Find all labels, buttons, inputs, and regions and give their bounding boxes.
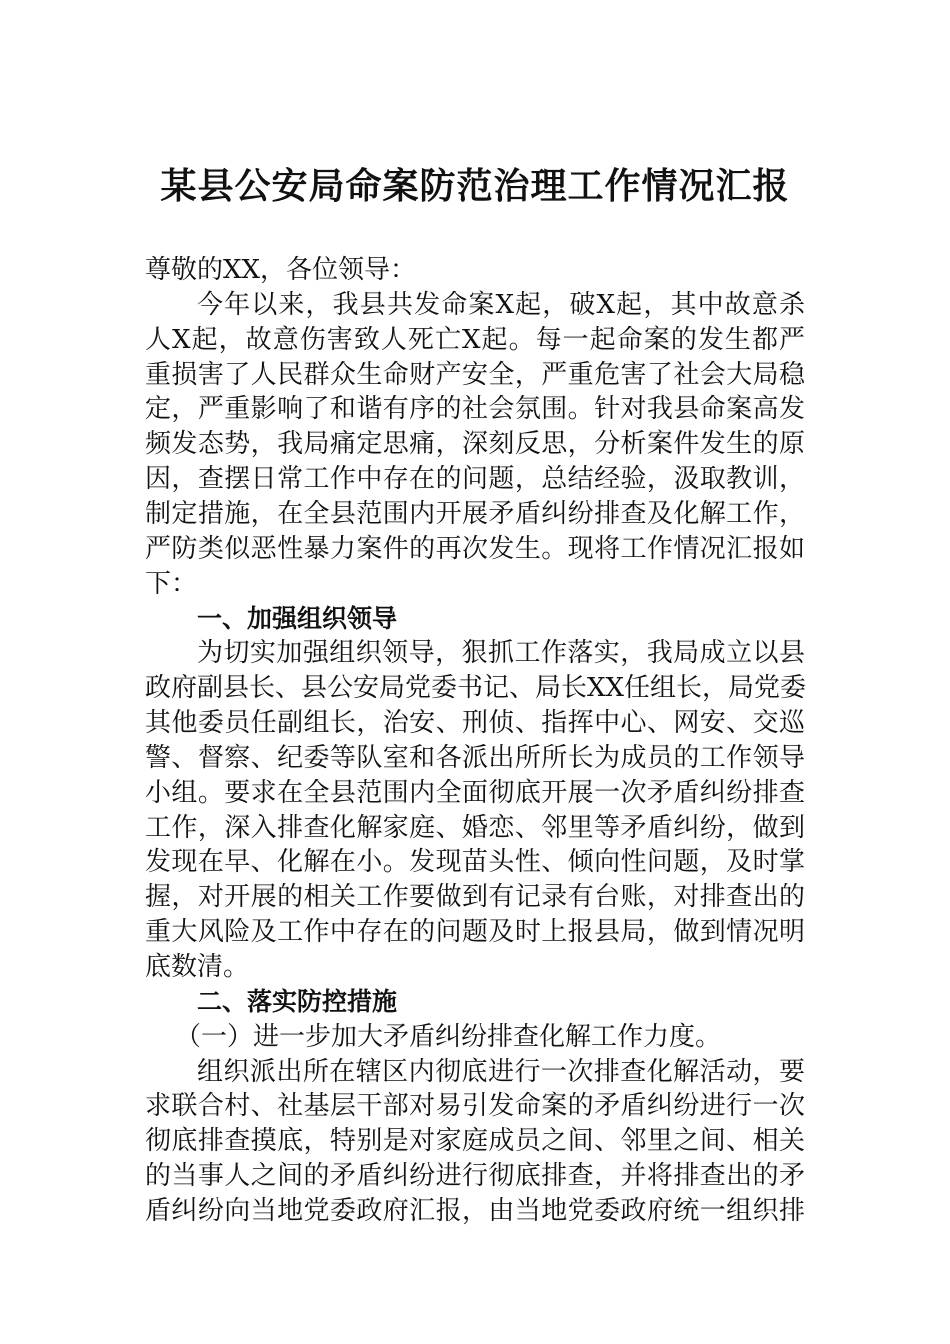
text-line: 的当事人之间的矛盾纠纷进行彻底排查，并将排查出的矛: [145, 1161, 805, 1192]
text-line: 发现在早、化解在小。发现苗头性、倾向性问题，及时掌: [145, 847, 805, 878]
text-line: 小组。要求在全县范围内全面彻底开展一次矛盾纠纷排查: [145, 777, 805, 808]
text-line: 工作，深入排查化解家庭、婚恋、邻里等矛盾纠纷，做到: [145, 812, 805, 843]
text-line: 严防类似恶性暴力案件的再次发生。现将工作情况汇报如: [145, 533, 805, 564]
text-line: 握，对开展的相关工作要做到有记录有台账，对排查出的: [145, 882, 805, 913]
text-line: 今年以来，我县共发命案X起，破X起，其中故意杀: [197, 289, 805, 320]
text-line: 下：: [145, 568, 198, 599]
text-line: 组织派出所在辖区内彻底进行一次排查化解活动，要: [197, 1056, 805, 1087]
text-line: 求联合村、社基层干部对易引发命案的矛盾纠纷进行一次: [145, 1091, 805, 1122]
section-heading: 一、加强组织领导: [197, 603, 398, 633]
text-line: 尊敬的XX，各位领导：: [145, 255, 417, 285]
text-line: 频发态势，我局痛定思痛，深刻反思，分析案件发生的原: [145, 429, 805, 460]
text-line: 重损害了人民群众生命财产安全，严重危害了社会大局稳: [145, 359, 805, 390]
subsection-heading: （一）进一步加大矛盾纠纷排查化解工作力度。: [175, 1021, 722, 1052]
text-line: 底数清。: [145, 952, 250, 982]
text-line: 政府副县长、县公安局党委书记、局长XX任组长，局党委: [145, 673, 807, 704]
section-heading: 二、落实防控措施: [197, 986, 398, 1016]
document-title: 某县公安局命案防范治理工作情况汇报: [160, 165, 790, 207]
text-line: 定，严重影响了和谐有序的社会氛围。针对我县命案高发: [145, 394, 805, 425]
text-line: 制定措施，在全县范围内开展矛盾纠纷排查及化解工作，: [145, 498, 805, 529]
text-line: 彻底排查摸底，特别是对家庭成员之间、邻里之间、相关: [145, 1126, 805, 1157]
text-line: 人X起，故意伤害致人死亡X起。每一起命案的发生都严: [145, 324, 805, 355]
text-line: 盾纠纷向当地党委政府汇报，由当地党委政府统一组织排: [145, 1195, 805, 1226]
text-line: 为切实加强组织领导，狠抓工作落实，我局成立以县: [197, 638, 805, 669]
text-line: 其他委员任副组长，治安、刑侦、指挥中心、网安、交巡: [145, 708, 805, 739]
text-line: 警、督察、纪委等队室和各派出所所长为成员的工作领导: [145, 742, 805, 773]
text-line: 重大风险及工作中存在的问题及时上报县局，做到情况明: [145, 917, 805, 948]
text-line: 因，查摆日常工作中存在的问题，总结经验，汲取教训，: [145, 464, 805, 495]
